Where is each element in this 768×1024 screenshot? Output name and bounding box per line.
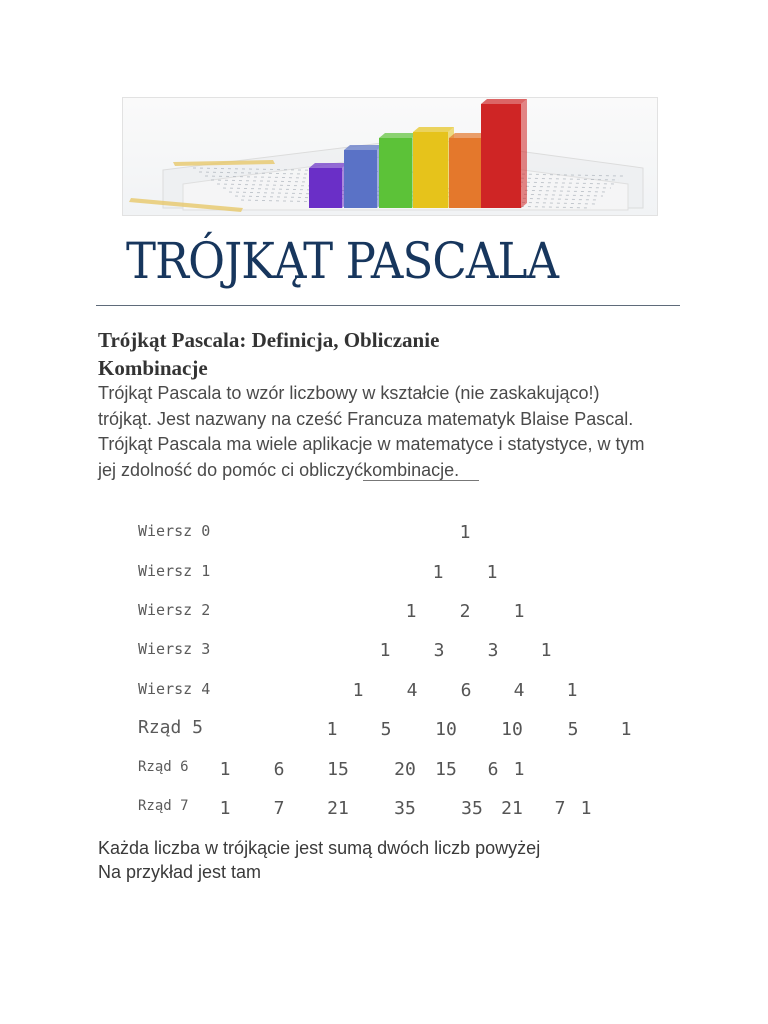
triangle-row-label: Wiersz 2 <box>138 601 211 619</box>
triangle-value: 1 <box>513 759 525 780</box>
title-divider <box>96 305 680 306</box>
triangle-value: 1 <box>459 522 471 543</box>
triangle-value: 21 <box>327 798 349 819</box>
triangle-row-label: Wiersz 4 <box>138 680 211 698</box>
chart-bar <box>379 133 418 138</box>
triangle-value: 1 <box>432 562 444 583</box>
triangle-value: 7 <box>554 798 566 819</box>
triangle-value: 35 <box>394 798 416 819</box>
kombinacje-link[interactable]: kombinacje. <box>363 460 479 481</box>
triangle-value: 1 <box>620 719 632 740</box>
triangle-value: 3 <box>433 640 445 661</box>
triangle-value: 1 <box>379 640 391 661</box>
triangle-value: 1 <box>219 759 231 780</box>
triangle-value: 20 <box>394 759 416 780</box>
triangle-value: 1 <box>486 562 498 583</box>
chart-bar <box>309 163 348 168</box>
triangle-value: 6 <box>273 759 285 780</box>
triangle-value: 6 <box>487 759 499 780</box>
triangle-value: 5 <box>567 719 579 740</box>
triangle-row-label: Wiersz 0 <box>138 522 211 540</box>
triangle-value: 1 <box>219 798 231 819</box>
page-title: TRÓJKĄT PASCALA <box>126 232 559 290</box>
triangle-row-label: Rząd 6 <box>138 759 189 775</box>
triangle-value: 5 <box>380 719 392 740</box>
chart-bar <box>521 99 527 208</box>
triangle-row-label: Wiersz 3 <box>138 640 211 658</box>
chart-bar <box>379 138 412 208</box>
bar-chart-illustration <box>122 97 658 216</box>
triangle-value: 10 <box>501 719 523 740</box>
footer-line-2: Na przykład jest tam <box>98 862 262 882</box>
triangle-value: 1 <box>513 601 525 622</box>
footer-line-1: Każda liczba w trójkącie jest sumą dwóch liczb powyżej <box>98 838 541 858</box>
triangle-value: 1 <box>326 719 338 740</box>
triangle-value: 21 <box>501 798 523 819</box>
triangle-value: 3 <box>487 640 499 661</box>
triangle-value: 1 <box>566 680 578 701</box>
triangle-value: 35 <box>461 798 483 819</box>
bar-chart-graphic <box>123 98 657 215</box>
triangle-value: 1 <box>352 680 364 701</box>
triangle-value: 7 <box>273 798 285 819</box>
chart-bar <box>344 145 383 150</box>
intro-text: Trójkąt Pascala to wzór liczbowy w kształcie (nie zaskakująco!) trójkąt. Jest nazwany na cześć Francuza matematyk Blaise Pascal. Trójkąt Pascala ma wiele aplikacje w matematyce i statystyce, w tym jej zdolność do pomóc ci obliczyć <box>98 383 645 480</box>
chart-bar <box>413 127 454 132</box>
footer-text <box>98 836 658 884</box>
chart-bar <box>481 104 521 208</box>
article-heading: Trójkąt Pascala: Definicja, Obliczanie Kombinacje <box>98 328 440 380</box>
chart-bar <box>481 99 527 104</box>
triangle-row-label: Rząd 5 <box>138 717 204 738</box>
triangle-value: 4 <box>406 680 418 701</box>
triangle-value: 1 <box>405 601 417 622</box>
chart-bar <box>309 168 342 208</box>
triangle-value: 15 <box>327 759 349 780</box>
chart-bar <box>344 150 377 208</box>
triangle-value: 10 <box>435 719 457 740</box>
chart-bar <box>449 138 483 208</box>
intro-paragraph <box>98 381 658 483</box>
triangle-value: 15 <box>435 759 457 780</box>
triangle-row-label: Wiersz 1 <box>138 562 211 580</box>
triangle-row-label: Rząd 7 <box>138 798 189 814</box>
triangle-value: 6 <box>460 680 472 701</box>
triangle-value: 4 <box>513 680 525 701</box>
chart-bar <box>413 132 448 208</box>
triangle-value: 1 <box>580 798 592 819</box>
triangle-value: 1 <box>540 640 552 661</box>
triangle-value: 2 <box>459 601 471 622</box>
